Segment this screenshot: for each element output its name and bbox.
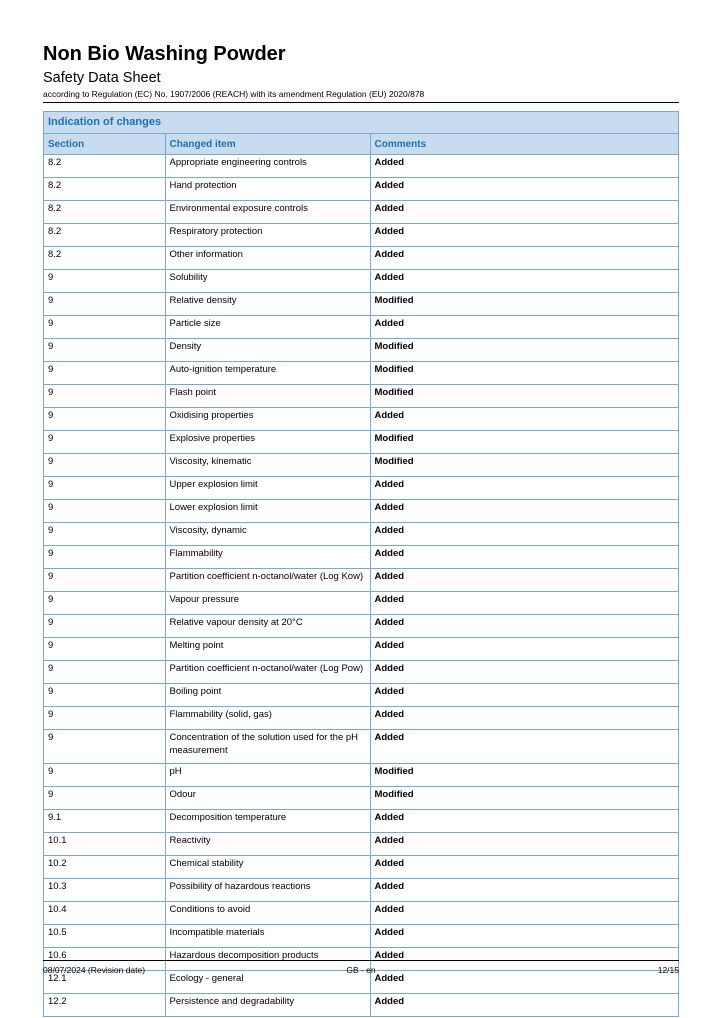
cell-changed-item: Lower explosion limit bbox=[165, 500, 370, 523]
table-row bbox=[44, 856, 678, 879]
cell-section: 9 bbox=[44, 500, 165, 523]
cell-section: 12.2 bbox=[44, 994, 165, 1017]
cell-comment: Modified bbox=[370, 385, 678, 408]
document-title: Non Bio Washing Powder bbox=[43, 43, 286, 65]
table-row bbox=[44, 523, 678, 546]
cell-comment: Added bbox=[370, 247, 678, 270]
table-row bbox=[44, 362, 678, 385]
table-row bbox=[44, 155, 678, 178]
table-row bbox=[44, 707, 678, 730]
table-row bbox=[44, 638, 678, 661]
table-row bbox=[44, 661, 678, 684]
cell-section: 9 bbox=[44, 615, 165, 638]
cell-section: 9.1 bbox=[44, 810, 165, 833]
cell-changed-item: Melting point bbox=[165, 638, 370, 661]
table-row bbox=[44, 270, 678, 293]
cell-section: 9 bbox=[44, 339, 165, 362]
cell-comment: Added bbox=[370, 546, 678, 569]
cell-section: 9 bbox=[44, 787, 165, 810]
table-body bbox=[44, 155, 678, 1017]
cell-comment: Added bbox=[370, 224, 678, 247]
table-row bbox=[44, 569, 678, 592]
cell-comment: Added bbox=[370, 810, 678, 833]
cell-comment: Added bbox=[370, 178, 678, 201]
cell-changed-item: Decomposition temperature bbox=[165, 810, 370, 833]
footer-divider bbox=[43, 960, 679, 961]
cell-changed-item: Other information bbox=[165, 247, 370, 270]
changes-section bbox=[43, 111, 679, 1017]
cell-section: 8.2 bbox=[44, 247, 165, 270]
table-row bbox=[44, 787, 678, 810]
regulation-note: according to Regulation (EC) No. 1907/2006 (REACH) with its amendment Regulation (EU) 2020/878 bbox=[43, 89, 425, 99]
document-subtitle: Safety Data Sheet bbox=[43, 70, 161, 86]
cell-changed-item: Explosive properties bbox=[165, 431, 370, 454]
table-row bbox=[44, 684, 678, 707]
cell-section: 9 bbox=[44, 270, 165, 293]
table-row bbox=[44, 730, 678, 764]
cell-changed-item: Partition coefficient n-octanol/water (Log Kow) bbox=[165, 569, 370, 592]
cell-comment: Added bbox=[370, 569, 678, 592]
table-row bbox=[44, 247, 678, 270]
cell-changed-item: Concentration of the solution used for the pH measurement bbox=[165, 730, 370, 764]
cell-comment: Added bbox=[370, 948, 678, 971]
cell-section: 8.2 bbox=[44, 224, 165, 247]
cell-section: 9 bbox=[44, 316, 165, 339]
table-row bbox=[44, 316, 678, 339]
table-row bbox=[44, 925, 678, 948]
cell-section: 9 bbox=[44, 764, 165, 787]
cell-comment: Added bbox=[370, 856, 678, 879]
cell-changed-item: Ecology - general bbox=[165, 971, 370, 994]
cell-changed-item: Incompatible materials bbox=[165, 925, 370, 948]
cell-comment: Added bbox=[370, 971, 678, 994]
cell-changed-item: Conditions to avoid bbox=[165, 902, 370, 925]
table-row bbox=[44, 454, 678, 477]
cell-section: 9 bbox=[44, 661, 165, 684]
cell-section: 10.1 bbox=[44, 833, 165, 856]
cell-section: 9 bbox=[44, 730, 165, 764]
cell-changed-item: pH bbox=[165, 764, 370, 787]
cell-comment: Added bbox=[370, 994, 678, 1017]
cell-section: 10.2 bbox=[44, 856, 165, 879]
page-number: 12/15 bbox=[657, 965, 679, 975]
table-row bbox=[44, 500, 678, 523]
table-row bbox=[44, 833, 678, 856]
cell-section: 9 bbox=[44, 592, 165, 615]
cell-changed-item: Appropriate engineering controls bbox=[165, 155, 370, 178]
table-row bbox=[44, 339, 678, 362]
table-row bbox=[44, 902, 678, 925]
cell-changed-item: Relative density bbox=[165, 293, 370, 316]
cell-changed-item: Auto-ignition temperature bbox=[165, 362, 370, 385]
cell-comment: Added bbox=[370, 201, 678, 224]
cell-comment: Added bbox=[370, 615, 678, 638]
table-header-row bbox=[44, 134, 678, 155]
table-row bbox=[44, 810, 678, 833]
cell-section: 9 bbox=[44, 431, 165, 454]
cell-comment: Modified bbox=[370, 339, 678, 362]
revision-date: 08/07/2024 (Revision date) bbox=[43, 965, 146, 975]
cell-comment: Added bbox=[370, 661, 678, 684]
cell-changed-item: Solubility bbox=[165, 270, 370, 293]
cell-changed-item: Relative vapour density at 20°C bbox=[165, 615, 370, 638]
table-row bbox=[44, 615, 678, 638]
table-row bbox=[44, 224, 678, 247]
cell-section: 8.2 bbox=[44, 178, 165, 201]
cell-section: 9 bbox=[44, 362, 165, 385]
cell-comment: Modified bbox=[370, 431, 678, 454]
cell-section: 9 bbox=[44, 408, 165, 431]
table-row bbox=[44, 385, 678, 408]
cell-section: 10.3 bbox=[44, 879, 165, 902]
cell-section: 10.5 bbox=[44, 925, 165, 948]
cell-changed-item: Flammability bbox=[165, 546, 370, 569]
table-row bbox=[44, 592, 678, 615]
cell-changed-item: Hazardous decomposition products bbox=[165, 948, 370, 971]
cell-comment: Modified bbox=[370, 362, 678, 385]
cell-changed-item: Flammability (solid, gas) bbox=[165, 707, 370, 730]
cell-section: 9 bbox=[44, 523, 165, 546]
cell-changed-item: Persistence and degradability bbox=[165, 994, 370, 1017]
cell-changed-item: Density bbox=[165, 339, 370, 362]
table-row bbox=[44, 293, 678, 316]
column-header-section: Section bbox=[44, 134, 165, 155]
table-row bbox=[44, 477, 678, 500]
cell-section: 9 bbox=[44, 477, 165, 500]
cell-changed-item: Upper explosion limit bbox=[165, 477, 370, 500]
cell-comment: Added bbox=[370, 477, 678, 500]
cell-changed-item: Viscosity, dynamic bbox=[165, 523, 370, 546]
cell-comment: Added bbox=[370, 879, 678, 902]
cell-comment: Added bbox=[370, 684, 678, 707]
cell-comment: Modified bbox=[370, 764, 678, 787]
table-row bbox=[44, 431, 678, 454]
cell-changed-item: Oxidising properties bbox=[165, 408, 370, 431]
cell-section: 9 bbox=[44, 454, 165, 477]
cell-comment: Added bbox=[370, 270, 678, 293]
cell-comment: Added bbox=[370, 592, 678, 615]
cell-section: 9 bbox=[44, 684, 165, 707]
table-row bbox=[44, 994, 678, 1017]
cell-changed-item: Odour bbox=[165, 787, 370, 810]
cell-comment: Modified bbox=[370, 454, 678, 477]
cell-changed-item: Flash point bbox=[165, 385, 370, 408]
table-row bbox=[44, 408, 678, 431]
page-footer bbox=[43, 965, 679, 977]
table-row bbox=[44, 879, 678, 902]
column-header-changed-item: Changed item bbox=[165, 134, 370, 155]
cell-section: 9 bbox=[44, 638, 165, 661]
cell-changed-item: Hand protection bbox=[165, 178, 370, 201]
cell-comment: Added bbox=[370, 638, 678, 661]
cell-changed-item: Viscosity, kinematic bbox=[165, 454, 370, 477]
cell-comment: Modified bbox=[370, 293, 678, 316]
cell-section: 8.2 bbox=[44, 155, 165, 178]
table-row bbox=[44, 178, 678, 201]
cell-comment: Added bbox=[370, 408, 678, 431]
cell-comment: Added bbox=[370, 730, 678, 764]
cell-changed-item: Boiling point bbox=[165, 684, 370, 707]
cell-changed-item: Vapour pressure bbox=[165, 592, 370, 615]
cell-comment: Added bbox=[370, 833, 678, 856]
cell-comment: Added bbox=[370, 500, 678, 523]
table-row bbox=[44, 201, 678, 224]
cell-changed-item: Partition coefficient n-octanol/water (Log Pow) bbox=[165, 661, 370, 684]
changes-table bbox=[44, 134, 678, 1016]
cell-section: 12.1 bbox=[44, 971, 165, 994]
cell-changed-item: Chemical stability bbox=[165, 856, 370, 879]
cell-comment: Modified bbox=[370, 787, 678, 810]
cell-section: 9 bbox=[44, 546, 165, 569]
cell-section: 9 bbox=[44, 385, 165, 408]
table-row bbox=[44, 546, 678, 569]
cell-section: 9 bbox=[44, 707, 165, 730]
cell-section: 8.2 bbox=[44, 201, 165, 224]
document-header bbox=[43, 42, 679, 100]
cell-changed-item: Particle size bbox=[165, 316, 370, 339]
cell-section: 10.4 bbox=[44, 902, 165, 925]
cell-section: 9 bbox=[44, 293, 165, 316]
cell-comment: Added bbox=[370, 155, 678, 178]
cell-comment: Added bbox=[370, 925, 678, 948]
cell-section: 9 bbox=[44, 569, 165, 592]
section-heading: Indication of changes bbox=[44, 112, 678, 134]
cell-changed-item: Respiratory protection bbox=[165, 224, 370, 247]
locale-label: GB - en bbox=[346, 965, 376, 975]
cell-changed-item: Possibility of hazardous reactions bbox=[165, 879, 370, 902]
header-divider bbox=[43, 102, 679, 103]
cell-changed-item: Environmental exposure controls bbox=[165, 201, 370, 224]
cell-changed-item: Reactivity bbox=[165, 833, 370, 856]
cell-comment: Added bbox=[370, 523, 678, 546]
cell-comment: Added bbox=[370, 902, 678, 925]
cell-section: 10.6 bbox=[44, 948, 165, 971]
cell-comment: Added bbox=[370, 707, 678, 730]
table-row bbox=[44, 764, 678, 787]
cell-comment: Added bbox=[370, 316, 678, 339]
column-header-comments: Comments bbox=[370, 134, 678, 155]
